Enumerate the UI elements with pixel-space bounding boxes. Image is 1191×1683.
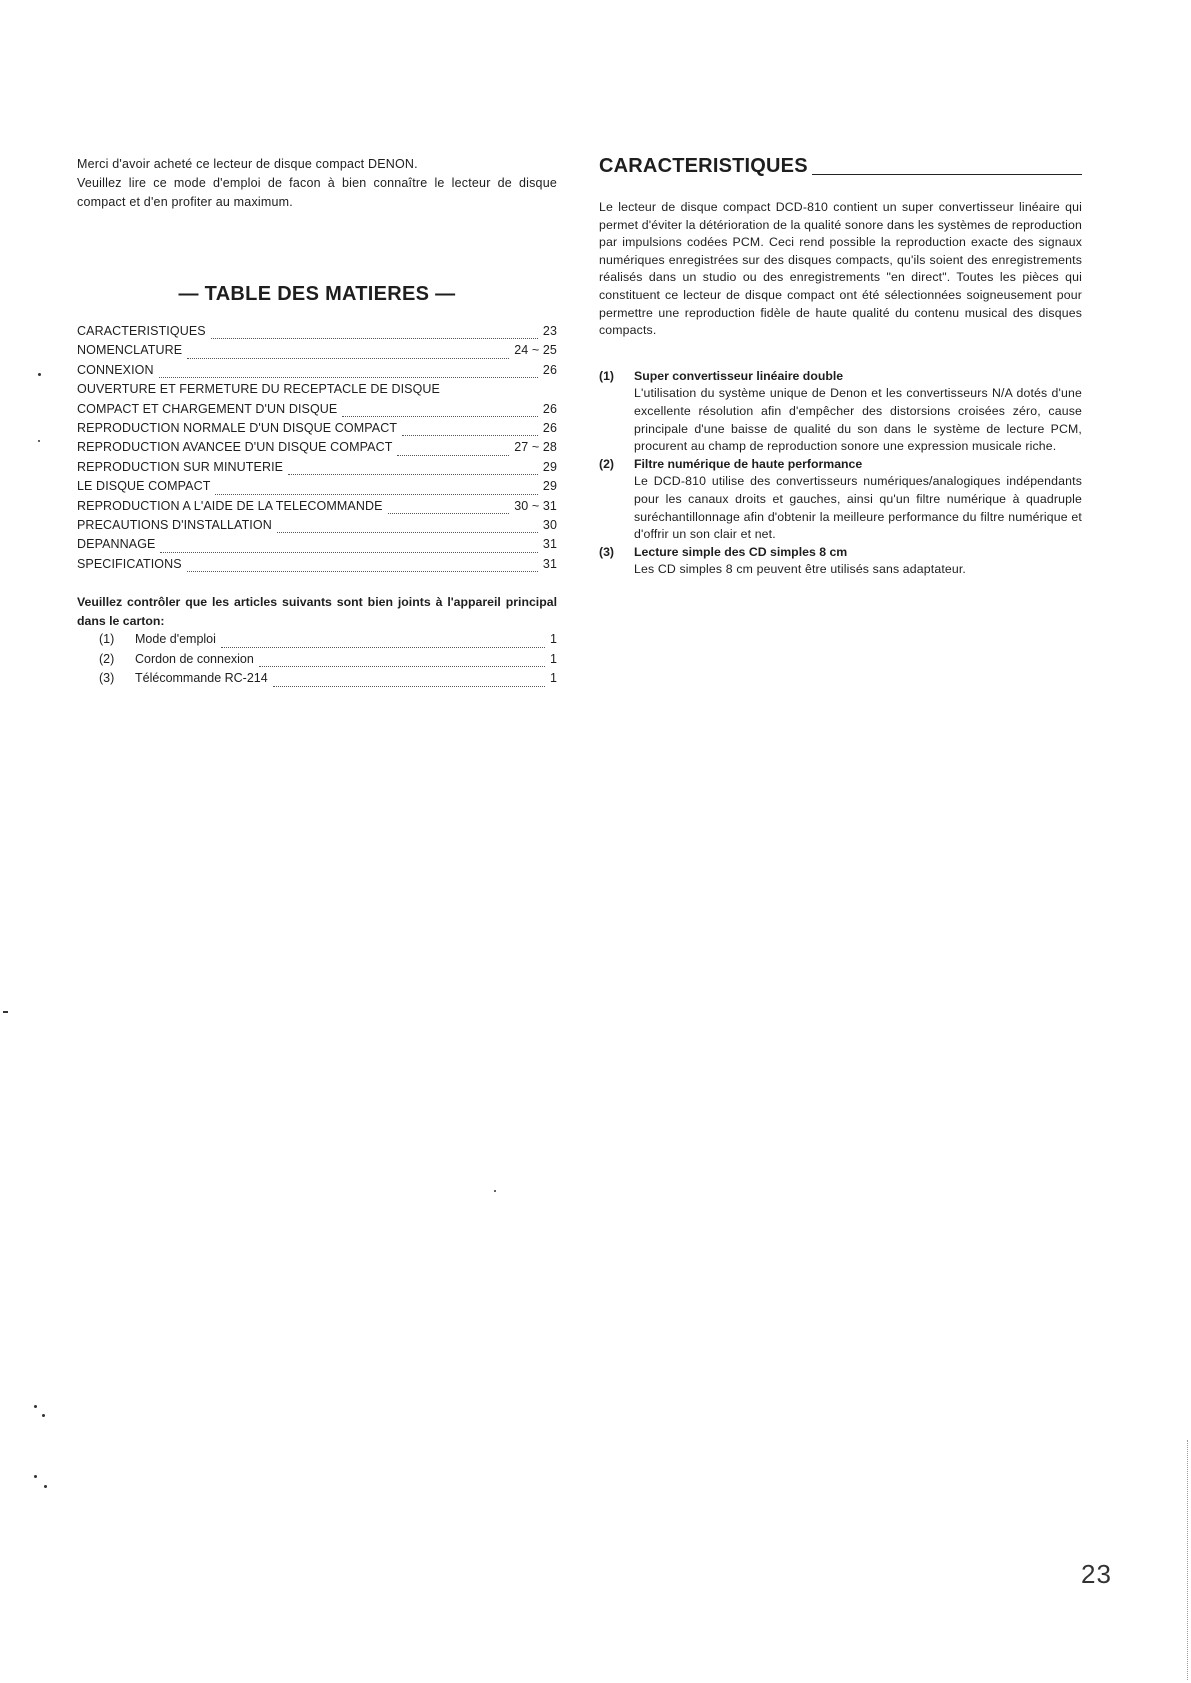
toc-item-label: REPRODUCTION A L'AIDE DE LA TELECOMMANDE [77,498,383,513]
scan-speck [3,1011,8,1013]
list-item-quantity: 1 [550,632,557,647]
scan-speck [494,1190,496,1192]
intro-text [77,155,557,212]
toc-item[interactable] [77,557,557,576]
section-heading [599,155,1082,177]
heading-rule [812,174,1082,175]
dot-leader [215,493,537,495]
feature-title: Super convertisseur linéaire double [634,368,844,383]
toc-item-label: CARACTERISTIQUES [77,324,206,338]
feature-item [599,544,1082,579]
toc-item-page: 30 [542,517,557,532]
dot-leader [159,376,538,378]
toc-item-label: SPECIFICATIONS [77,556,182,571]
dot-leader [259,665,545,667]
toc-item[interactable] [77,440,557,459]
list-item-number: (1) [99,632,115,647]
toc-item[interactable] [77,518,557,537]
list-item-label: Mode d'emploi [135,632,216,647]
section-body: Le lecteur de disque compact DCD-810 contient un super convertisseur linéaire qui permet d'éviter la détérioration de la qualité sonore dans les systèmes de reproduction par impulsions codées PCM. Ceci rend possible la reproduction exacte des signaux numériques enregistrées sur des disques compacts, qu'ils soient des enregistrements réalisés dans un studio ou des enregistrements "en direct". Toutes les pièces qui constituent ce lecteur de disque compact ont été sélectionnées soigneusement pour permettre une reproduction fidèle de haute qualité du contenu musical des disques compacts. [599,200,1082,338]
toc-item-label: CONNEXION [77,362,154,377]
toc-item-label: OUVERTURE ET FERMETURE DU RECEPTACLE DE DISQUE [77,382,440,397]
toc-item-page: 26 [542,420,557,435]
scan-speck [42,1414,45,1417]
list-item-number: (3) [99,671,115,686]
list-item-number: (2) [99,651,115,666]
toc-item-page: 26 [542,362,557,377]
toc-item-page: 29 [542,459,557,474]
dot-leader [288,473,538,475]
toc-item[interactable] [77,363,557,382]
toc-item-page: 26 [542,401,557,416]
list-item-label: Télécommande RC-214 [135,671,268,686]
toc-item-label: PRECAUTIONS D'INSTALLATION [77,517,272,532]
left-column [77,155,557,691]
dot-leader [273,685,545,687]
toc-title: — TABLE DES MATIERES — [178,283,456,305]
toc-item-label: COMPACT ET CHARGEMENT D'UN DISQUE [77,401,338,416]
toc-item-label: LE DISQUE COMPACT [77,479,211,494]
toc-item-label: NOMENCLATURE [77,343,183,358]
page-number: 23 [1081,1559,1112,1589]
right-column [599,155,1082,579]
scan-speck [38,440,40,442]
toc-item-page: 31 [542,537,557,552]
dot-leader [160,551,537,553]
list-item-quantity: 1 [550,671,557,686]
feature-number: (1) [599,368,615,383]
scan-edge [1187,1440,1189,1680]
feature-text: Les CD simples 8 cm peuvent être utilisés sans adaptateur. [634,562,966,577]
dot-leader [342,415,538,417]
scan-speck [34,1405,37,1408]
scan-speck [34,1475,37,1478]
scan-speck [44,1485,47,1488]
dot-leader [211,337,538,339]
toc-item[interactable] [77,460,557,479]
feature-title: Filtre numérique de haute performance [634,456,863,471]
toc-item[interactable] [77,324,557,343]
dot-leader [277,531,538,533]
feature-title: Lecture simple des CD simples 8 cm [634,544,848,559]
toc-item-page: 31 [542,556,557,571]
dot-leader [221,646,545,648]
package-contents-note: Veuillez contrôler que les articles suivants sont bien joints à l'appareil principal dans le carton: [77,595,557,629]
toc-item-label: REPRODUCTION NORMALE D'UN DISQUE COMPACT [77,420,398,435]
dot-leader [187,570,538,572]
feature-number: (3) [599,544,615,559]
list-item-quantity: 1 [550,651,557,666]
toc-item[interactable] [77,537,557,556]
toc-item-page: 27 ~ 28 [514,440,557,455]
list-item [99,632,557,652]
scan-speck [38,373,41,376]
toc-item-label: REPRODUCTION AVANCEE D'UN DISQUE COMPACT [77,440,393,455]
table-of-contents [77,324,557,576]
toc-item[interactable] [77,382,557,401]
toc-item-label: REPRODUCTION SUR MINUTERIE [77,459,284,474]
dot-leader [388,512,510,514]
dot-leader [187,357,509,359]
toc-item[interactable] [77,343,557,362]
toc-item[interactable] [77,479,557,498]
toc-item-page: 24 ~ 25 [514,343,557,358]
package-contents-list [77,632,557,691]
toc-item-page: 23 [542,324,557,338]
feature-item [599,456,1082,544]
toc-item-page: 30 ~ 31 [514,498,557,513]
intro-line-1: Merci d'avoir acheté ce lecteur de disque compact DENON. [77,157,418,171]
feature-number: (2) [599,456,615,471]
list-item [99,671,557,691]
feature-item [599,368,1082,456]
section-heading-text: CARACTERISTIQUES [599,155,808,177]
toc-item-label: DEPANNAGE [77,537,156,552]
toc-item[interactable] [77,499,557,518]
toc-item[interactable] [77,402,557,421]
feature-list [599,368,1082,579]
list-item-label: Cordon de connexion [135,651,254,666]
feature-text: L'utilisation du système unique de Denon et les convertisseurs N/A dotés d'une excellente résolution afin d'empêcher des distorsions croisées zéro, cause principale d'une baisse de qualité du son dans le système de lecture PCM, procurent au champ de reproduction sonore une expression musicale riche. [634,386,1082,454]
toc-item[interactable] [77,421,557,440]
dot-leader [397,454,509,456]
toc-item-page: 29 [542,479,557,494]
list-item [99,652,557,672]
intro-line-2: Veuillez lire ce mode d'emploi de facon à bien connaître le lecteur de disque compact et d'en profiter au maximum. [77,176,557,209]
feature-text: Le DCD-810 utilise des convertisseurs numériques/analogiques indépendants pour les canaux droits et gauches, ainsi qu'un filtre numérique à quadruple suréchantillonnage afin d'obtenir la meilleure performance du filtre numérique et d'offrir un son clair et net. [634,474,1082,542]
dot-leader [402,434,538,436]
